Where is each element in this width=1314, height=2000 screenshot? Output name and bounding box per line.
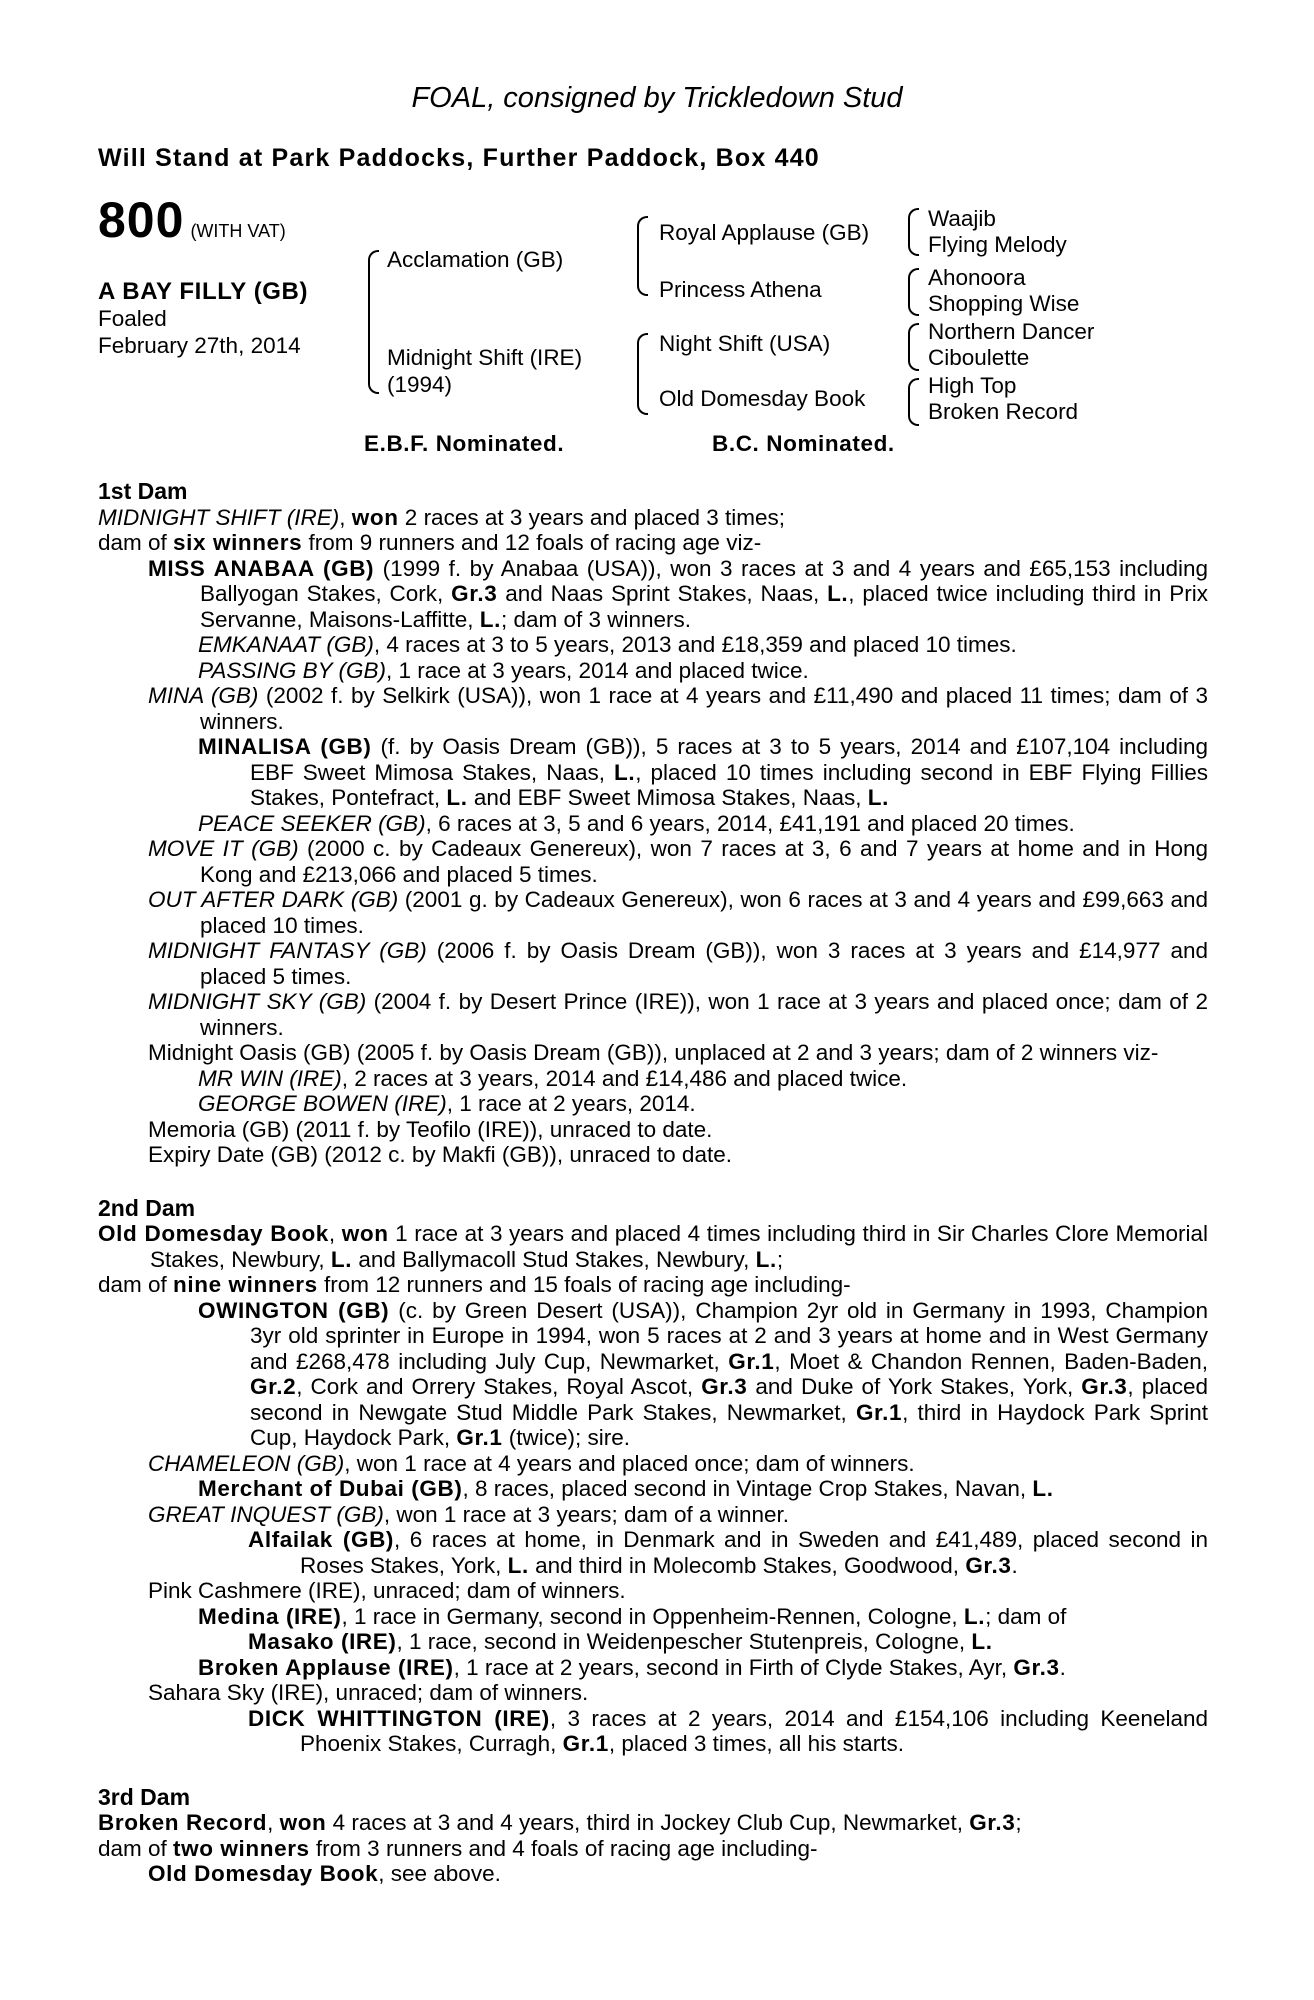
produce-entry: MIDNIGHT FANTASY (GB) (2006 f. by Oasis Dream (GB)), won 3 races at 3 years and £14,977 and placed 5 times. (148, 938, 1208, 989)
third-dam-produce: dam of two winners from 3 runners and 4 foals of racing age including- (98, 1835, 818, 1861)
first-dam-section (98, 479, 1208, 1887)
pedigree-sire-sire: Royal Applause (GB) (659, 220, 870, 245)
produce-entry-child: Medina (IRE), 1 race in Germany, second in Oppenheim-Rennen, Cologne, L.; dam of (198, 1603, 1067, 1629)
brace-g4 (908, 378, 919, 426)
produce-entry-child: GEORGE BOWEN (IRE), 1 race at 2 years, 2014. (198, 1091, 696, 1116)
produce-entry: Old Domesday Book, see above. (148, 1861, 501, 1886)
brace-sire-parents (637, 216, 648, 296)
pedigree-sire: Acclamation (GB) (387, 247, 564, 272)
ebf-nominated: E.B.F. Nominated. (364, 431, 565, 456)
pedigree-dam: Midnight Shift (IRE) (387, 345, 583, 370)
third-dam-intro: Broken Record, won 4 races at 3 and 4 years, third in Jockey Club Cup, Newmarket, Gr.3; (98, 1810, 1022, 1835)
page-title: FOAL, consigned by Trickledown Stud (411, 82, 903, 114)
pedigree-g7: High Top (928, 373, 1017, 398)
produce-entry: Sahara Sky (IRE), unraced; dam of winners. (148, 1680, 589, 1705)
produce-entry: MINA (GB) (2002 f. by Selkirk (USA)), won 1 race at 4 years and £11,490 and placed 11 times; dam of 3 winners. (148, 683, 1209, 734)
brace-g1 (908, 208, 919, 256)
foaled-date: February 27th, 2014 (98, 333, 301, 358)
produce-entry-child: Alfailak (GB), 6 races at home, in Denmark and in Sweden and £41,489, placed second in Roses Stakes, York, L. and third in Molecomb Stakes, Goodwood, Gr.3. (248, 1527, 1208, 1578)
produce-entry: CHAMELEON (GB), won 1 race at 4 years and placed once; dam of winners. (148, 1450, 915, 1476)
produce-entry: MIDNIGHT SKY (GB) (2004 f. by Desert Prince (IRE)), won 1 race at 3 years and placed once; dam of 2 winners. (148, 989, 1208, 1040)
first-dam-heading: 1st Dam (98, 478, 188, 504)
produce-entry: Memoria (GB) (2011 f. by Teofilo (IRE)), unraced to date. (148, 1116, 713, 1142)
second-dam-produce: dam of nine winners from 12 runners and 15 foals of racing age including- (98, 1272, 851, 1297)
stand-location: Will Stand at Park Paddocks, Further Paddock, Box 440 (98, 144, 820, 172)
brace-sire-dam (368, 250, 379, 394)
brace-dam-parents (637, 333, 648, 415)
produce-entry-grandchild: Masako (IRE), 1 race, second in Weidenpescher Stutenpreis, Cologne, L. (248, 1629, 993, 1654)
produce-entry-child: Merchant of Dubai (GB), 8 races, placed second in Vintage Crop Stakes, Navan, L. (198, 1476, 1054, 1501)
produce-entry-child: Broken Applause (IRE), 1 race at 2 years, second in Firth of Clyde Stakes, Ayr, Gr.3. (198, 1654, 1066, 1680)
produce-entry: MISS ANABAA (GB) (1999 f. by Anabaa (USA)), won 3 races at 3 and 4 years and £65,153 including Ballyogan Stakes, Cork, Gr.3 and Naas Sprint Stakes, Naas, L., placed twice including third in Prix Servanne, Maisons-Laffitte, L.; dam of 3 winners. (148, 555, 1209, 632)
lot-name: A BAY FILLY (GB) (98, 278, 309, 305)
bc-nominated: B.C. Nominated. (712, 431, 895, 456)
brace-g3 (908, 323, 919, 371)
produce-entry: MOVE IT (GB) (2000 c. by Cadeaux Genereux), won 7 races at 3, 6 and 7 years at home and in Hong Kong and £213,066 and placed 5 times. (148, 836, 1208, 887)
first-dam-intro: MIDNIGHT SHIFT (IRE), won 2 races at 3 years and placed 3 times; (98, 504, 786, 530)
pedigree-dam-year: (1994) (387, 372, 453, 397)
produce-entry-child: PEACE SEEKER (GB), 6 races at 3, 5 and 6 years, 2014, £41,191 and placed 20 times. (198, 810, 1075, 836)
pedigree-dam-dam: Old Domesday Book (659, 386, 866, 411)
pedigree-g2: Flying Melody (928, 232, 1067, 257)
pedigree-g8: Broken Record (928, 399, 1079, 424)
pedigree-g6: Ciboulette (928, 345, 1030, 370)
produce-entry: OUT AFTER DARK (GB) (2001 g. by Cadeaux Genereux), won 6 races at 3 and 4 years and £99,663 and placed 10 times. (148, 887, 1208, 938)
produce-entry: OWINGTON (GB) (c. by Green Desert (USA)), Champion 2yr old in Germany in 1993, Champion 3yr old sprinter in Europe in 1994, won 5 races at 2 and 3 years at home and in West Germany and £268,478 including July Cup, Newmarket, Gr.1, Moet & Chandon Rennen, Baden-Baden, Gr.2, Cork and Orrery Stakes, Royal Ascot, Gr.3 and Duke of York Stakes, York, Gr.3, placed second in Newgate Stud Middle Park Stakes, Newmarket, Gr.1, third in Haydock Park Sprint Cup, Haydock Park, Gr.1 (twice); sire. (198, 1297, 1208, 1450)
lot-number: 800 (98, 192, 185, 248)
produce-entry-child: MR WIN (IRE), 2 races at 3 years, 2014 and £14,486 and placed twice. (198, 1065, 908, 1091)
produce-entry: Pink Cashmere (IRE), unraced; dam of winners. (148, 1578, 626, 1603)
pedigree-sire-dam: Princess Athena (659, 277, 822, 302)
brace-g2 (908, 268, 919, 316)
first-dam-produce: dam of six winners from 9 runners and 12 foals of racing age viz- (98, 530, 762, 555)
pedigree-g1: Waajib (928, 206, 996, 231)
pedigree-g4: Shopping Wise (928, 291, 1080, 316)
produce-entry: Expiry Date (GB) (2012 c. by Makfi (GB)), unraced to date. (148, 1142, 732, 1167)
third-dam-heading: 3rd Dam (98, 1783, 191, 1810)
pedigree-g5: Northern Dancer (928, 319, 1095, 344)
produce-entry-child: EMKANAAT (GB), 4 races at 3 to 5 years, 2013 and £18,359 and placed 10 times. (198, 632, 1017, 657)
second-dam-intro: Old Domesday Book, won 1 race at 3 years and placed 4 times including third in Sir Charles Clore Memorial Stakes, Newbury, L. and Ballymacoll Stud Stakes, Newbury, L.; (98, 1221, 1208, 1272)
produce-entry-child: PASSING BY (GB), 1 race at 3 years, 2014 and placed twice. (198, 657, 809, 683)
pedigree-dam-sire: Night Shift (USA) (659, 331, 831, 356)
produce-entry-child: DICK WHITTINGTON (IRE), 3 races at 2 years, 2014 and £154,106 including Keeneland Phoenix Stakes, Curragh, Gr.1, placed 3 times, all his starts. (248, 1705, 1208, 1756)
pedigree-g3: Ahonoora (928, 265, 1026, 290)
produce-entry-child: MINALISA (GB) (f. by Oasis Dream (GB)), 5 races at 3 to 5 years, 2014 and £107,104 including EBF Sweet Mimosa Stakes, Naas, L., placed 10 times including second in EBF Flying Fillies Stakes, Pontefract, L. and EBF Sweet Mimosa Stakes, Naas, L. (198, 734, 1209, 810)
vat-note: (WITH VAT) (190, 221, 286, 241)
foaled-label: Foaled (98, 306, 167, 331)
lot-block (98, 192, 286, 248)
produce-entry: GREAT INQUEST (GB), won 1 race at 3 years; dam of a winner. (148, 1501, 790, 1527)
produce-entry: Midnight Oasis (GB) (2005 f. by Oasis Dream (GB)), unplaced at 2 and 3 years; dam of 2 winners viz- (148, 1040, 1159, 1065)
second-dam-heading: 2nd Dam (98, 1194, 196, 1221)
